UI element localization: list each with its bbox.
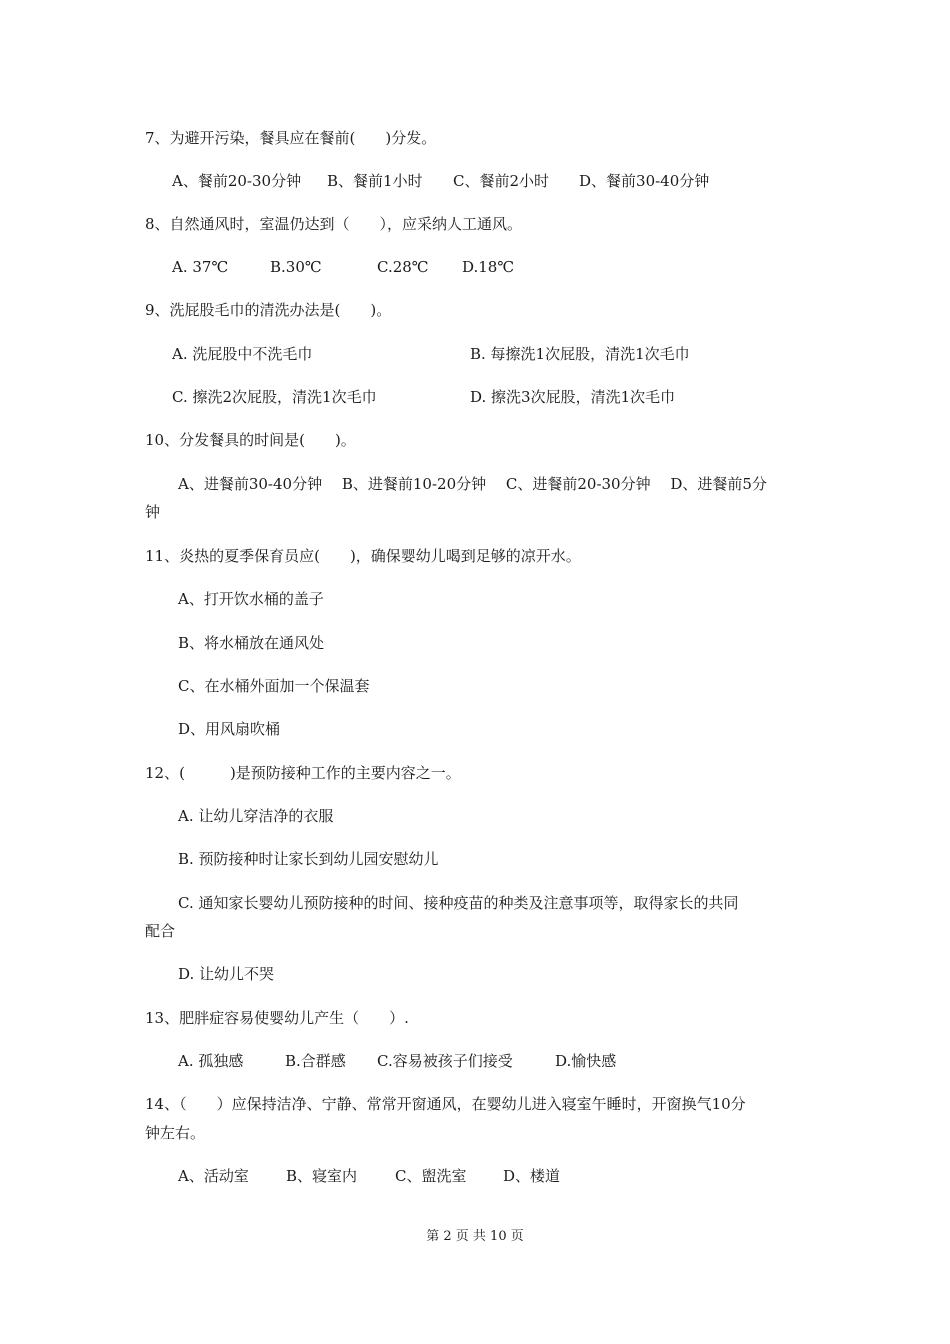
question-13-option-d: D.愉快感 [555,1052,617,1070]
question-8-option-a: A. 37℃ [172,258,229,276]
question-7-option-b: B、餐前1小时 [327,172,423,190]
question-10-stem: 10、分发餐具的时间是( )。 [145,431,356,449]
question-12-option-c: C. 通知家长婴幼儿预防接种的时间、接种疫苗的种类及注意事项等，取得家长的共同 [178,894,739,912]
question-9-stem: 9、洗屁股毛巾的清洗办法是( )。 [145,301,392,319]
question-8-option-c: C.28℃ [377,258,429,276]
question-13-stem: 13、肥胖症容易使婴幼儿产生（ ）. [145,1009,409,1027]
question-14-option-b: B、寝室内 [286,1167,358,1185]
question-12-option-b: B. 预防接种时让家长到幼儿园安慰幼儿 [178,850,439,868]
question-12-option-d: D. 让幼儿不哭 [178,965,275,983]
question-8-option-d: D.18℃ [462,258,515,276]
question-7-option-a: A、餐前20-30分钟 [172,172,302,190]
question-14-option-c: C、盥洗室 [395,1167,467,1185]
question-9-option-d: D. 擦洗3次屁股，清洗1次毛巾 [470,388,676,406]
question-8-stem: 8、自然通风时，室温仍达到（ ），应采纳人工通风。 [145,215,523,233]
question-11-option-b: B、将水桶放在通风处 [178,634,325,652]
question-7-option-d: D、餐前30-40分钟 [579,172,710,190]
question-14-stem-wrap: 钟左右。 [145,1124,206,1142]
question-9-option-b: B. 每擦洗1次屁股，清洗1次毛巾 [470,345,690,363]
question-14-option-a: A、活动室 [178,1167,249,1185]
question-7-option-c: C、餐前2小时 [453,172,550,190]
question-11-option-c: C、在水桶外面加一个保温套 [178,677,370,695]
question-11-option-d: D、用风扇吹桶 [178,720,281,738]
question-12-option-c-wrap: 配合 [145,922,176,940]
question-11-option-a: A、打开饮水桶的盖子 [178,590,324,608]
page-footer: 第 2 页 共 10 页 [426,1229,524,1244]
question-12-option-a: A. 让幼儿穿洁净的衣服 [178,807,334,825]
question-9-option-c: C. 擦洗2次屁股，清洗1次毛巾 [172,388,377,406]
question-10-options: A、进餐前30-40分钟 B、进餐前10-20分钟 C、进餐前20-30分钟 D、进餐前5分 [178,475,767,493]
question-8-option-b: B.30℃ [270,258,322,276]
question-13-option-a: A. 孤独感 [178,1052,244,1070]
question-7-stem: 7、为避开污染，餐具应在餐前( )分发。 [145,129,437,147]
question-13-option-c: C.容易被孩子们接受 [377,1052,513,1070]
question-11-stem: 11、炎热的夏季保育员应( )，确保婴幼儿喝到足够的凉开水。 [145,547,581,565]
question-10-options-wrap: 钟 [145,503,161,521]
question-9-option-a: A. 洗屁股中不洗毛巾 [172,345,313,363]
question-12-stem: 12、( )是预防接种工作的主要内容之一。 [145,764,461,782]
question-14-stem: 14、（ ）应保持洁净、宁静、常常开窗通风，在婴幼儿进入寝室午睡时，开窗换气10分 [145,1095,746,1113]
question-13-option-b: B.合群感 [285,1052,346,1070]
question-14-option-d: D、楼道 [503,1167,561,1185]
